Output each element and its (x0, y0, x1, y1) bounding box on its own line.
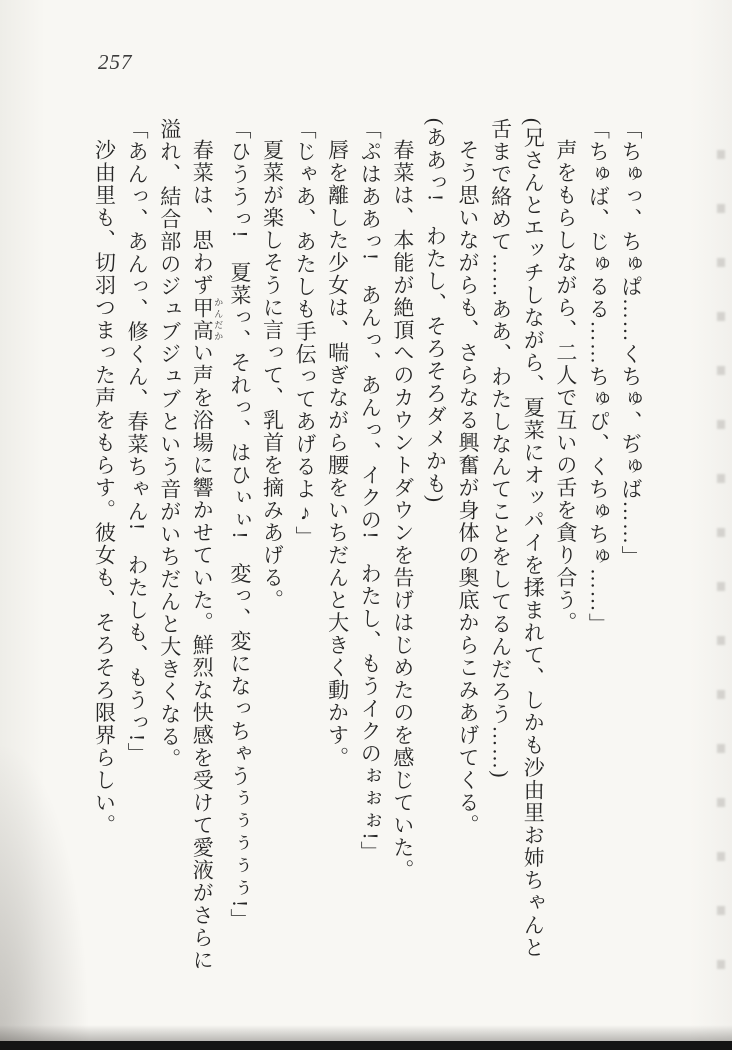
text-line: (ああっ! わたし、そろそろダメかも) (423, 118, 448, 504)
text-line: 「あんっ、あんっ、修くん、春菜ちゃん! わたしも、もうっ!」 (125, 118, 150, 765)
scan-edge-fade (0, 1025, 732, 1041)
scan-edge-bottom (0, 1041, 732, 1050)
scan-shadow-bottom-left (0, 741, 90, 1041)
text-line: そう思いながらも、さらなる興奮が身体の奥底からこみあげてくる。 (456, 139, 481, 837)
text-line: 春菜は、思わず甲高 かんだかい声を浴場に響かせていた。鮮烈な快感を受けて愛液がさらに (190, 139, 224, 972)
text-line: 声をもらしながら、二人で互いの舌を貪り合う。 (553, 139, 578, 634)
scan-bleed-marks (717, 150, 725, 1000)
text-line: 唇を離した少女は、喘ぎながら腰をいちだんと大きく動かす。 (325, 139, 350, 769)
text-line: (兄さんとエッチしながら、夏菜にオッパイを揉まれて、しかも沙由里お姉ちゃんと (521, 118, 546, 959)
furigana-annotation: 甲高 かんだか (190, 296, 224, 342)
text-line: 溢れ、結合部のジュブジュブという音がいちだんと大きくなる。 (157, 118, 182, 771)
text-line: 「ちゅっ、ちゅぱ……くちゅ、ぢゅば……」 (619, 118, 643, 568)
text-line: 舌まで絡めて……ああ、わたしなんてことをしてるんだろう……) (488, 118, 513, 779)
page-text (88, 118, 647, 1018)
text-line: 沙由里も、切羽つまった声をもらす。彼女も、そろそろ限界らしい。 (92, 139, 117, 837)
text-line: 夏菜が楽しそうに言って、乳首を摘みあげる。 (260, 139, 285, 612)
text-line: 「ぷはああっ! あんっ、あんっ、イクの! わたし、もうイクのぉぉぉ!」 (358, 118, 383, 864)
page-number: 257 (98, 50, 133, 74)
text-line: 春菜は、本能が絶頂へのカウントダウンを告げはじめたのを感じていた。 (390, 139, 415, 882)
text-line: 「じゃあ、あたしも手伝ってあげるよ♪」 (293, 118, 318, 549)
text-line: 「ひううっ! 夏菜っ、それっ、はひぃぃ! 変っ、変になっちゃうぅぅぅぅぅ!」 (227, 118, 252, 931)
text-line: 「ちゅば、じゅるる……ちゅぴ、くちゅちゅ……」 (586, 118, 611, 636)
